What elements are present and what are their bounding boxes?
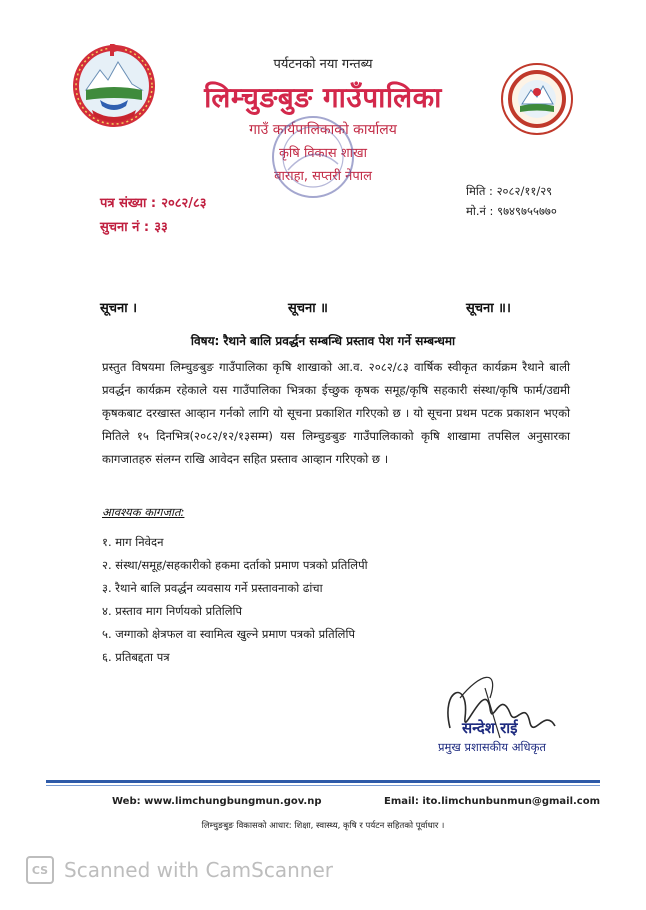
date-label: मिति : [466,184,493,198]
notice-heading-1: सूचना । [100,301,138,316]
requirement-item: ५. जग्गाको क्षेत्रफल वा स्वामित्व खुल्ने प्रमाण पत्रको प्रतिलिपि [102,627,355,641]
municipality-title: लिम्चुङबुङ गाउँपालिका [204,81,442,114]
notice-number-label: सुचना नं : [100,220,150,235]
footer-divider-thin [46,785,600,786]
subject-line: विषय: रैथाने बालि प्रवर्द्धन सम्बन्धि प्रस्ताव पेश गर्ने सम्बन्धमा [190,334,456,348]
requirement-item: २. संस्था/समूह/सहकारीको हकमा दर्ताको प्रमाण पत्रको प्रतिलिपी [102,558,368,572]
mobile-label: मो.नं : [466,204,494,218]
letter-number-label: पत्र संख्या : [100,196,157,211]
footer-divider [46,780,600,783]
tagline: पर्यटनको नया गन्तब्य [273,57,373,72]
requirements-heading: आवश्यक कागजात: [102,505,185,519]
requirement-item: ४. प्रस्ताव माग निर्णयको प्रतिलिपि [102,604,243,618]
camscanner-icon: CS [26,856,54,884]
date-value: २०८२/११/२९ [496,184,553,198]
signatory-title: प्रमुख प्रशासकीय अधिकृत [438,740,546,754]
notice-body: प्रस्तुत विषयमा लिम्चुङबुङ गाउँपालिका कृषि शाखाको आ.व. २०८२/८३ वार्षिक स्वीकृत कार्यक्रम रैथाने बाली प्रवर्द्धन कार्यक्रम रहेकाले यस गाउँपालिका भित्रका ईच्छुक कृषक समूह/कृषि सहकारी संस्था/कृषि फार्म/उद्यमी कृषकबाट दरखास्त आव्हान गर्नको लागि यो सूचना प्रकाशित गरिएको छ । यो सूचना प्रथम पटक प्रकाशन भएको मितिले १५ दिनभित्र(२०८२/१२/१३सम्म) यस लिम्चुङबुङ गाउँपालिकाको कृषि शाखामा तपसिल अनुसारका कागजातहरु संलग्न राखि आवेदन सहित प्रस्ताव आव्हान गरिएको छ । [102,360,570,466]
requirement-item: ३. रैथाने बालि प्रवर्द्धन व्यवसाय गर्ने प्रस्तावनाको ढांचा [102,581,323,595]
office-address: बाराहा, सप्तरी नेपाल [274,169,372,184]
notice-number-value: ३३ [154,220,168,235]
footer-motto: लिम्चुङबुङ विकासको आधार: शिक्षा, स्वास्थ्य, कृषि र पर्यटन सहितको पूर्वाधार । [201,821,445,831]
office-stamp [268,112,358,202]
requirements-list [102,531,368,669]
camscanner-text: Scanned with CamScanner [64,858,333,882]
requirement-item: १. माग निवेदन [102,535,164,549]
letter-number-row [100,192,207,211]
mobile-value: ९७४९७५५७७० [497,204,557,218]
mobile-row [466,204,557,219]
camscanner-watermark [26,856,333,884]
notice-number-row [100,216,168,235]
footer-email: Email: ito.limchunbunmun@gmail.com [384,796,601,807]
signatory-name: सन्देश राई [462,719,518,737]
branch-name: कृषि विकास शाखा [278,146,368,161]
notice-heading-2: सूचना ॥ [288,301,328,316]
office-name: गाउँ कार्यपालिकाको कार्यालय [249,122,397,138]
date-row [466,184,552,199]
requirement-item: ६. प्रतिबद्दता पत्र [102,650,170,664]
letter-number-value: २०८२/८३ [161,196,207,211]
notice-heading-3: सूचना ॥। [466,301,511,316]
footer-website: Web: www.limchungbungmun.gov.np [112,796,322,807]
